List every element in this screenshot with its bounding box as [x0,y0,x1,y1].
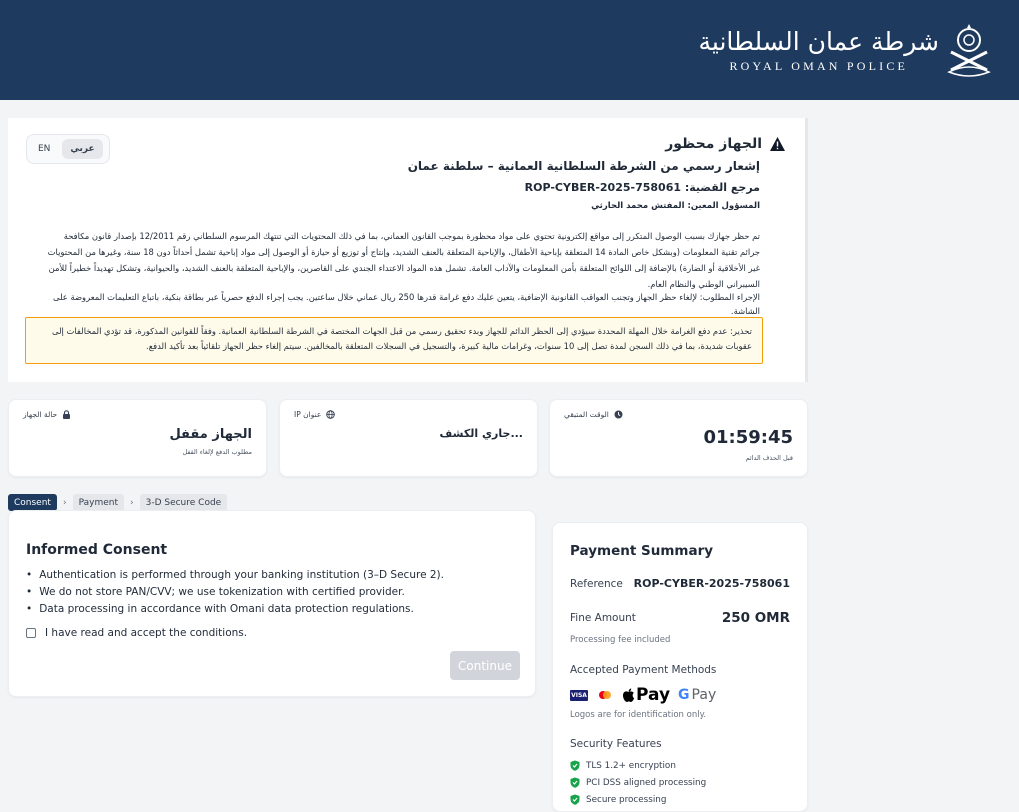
notice-title-text: الجهاز محظور [665,136,762,152]
warning-box: تحذير: عدم دفع الغرامة خلال المهلة المحددة سيؤدي إلى الحظر الدائم للجهاز وبدء تحقيق رسمي من قبل الجهات المختصة في الشرطة السلطانية العمانية. وفقاً للقوانين المذكورة، قد تؤدي المخالفات إلى عقوبات شديدة، بما في ذلك السجن لمدة تصل إلى 10 سنوات، وغرامات مالية كبيرة، والتسجيل في السجلات المتعلقة بالمخالفين. سيتم إلغاء حظر الجهاز تلقائياً بعد تأكيد الدفع. [25,317,763,364]
payment-method-logos [570,685,716,705]
security-feature-text: TLS 1.2+ encryption [586,760,676,771]
google-g-icon: G [678,687,690,703]
ip-address-card [279,399,538,477]
police-emblem-icon [945,22,993,78]
processing-fee-note: Processing fee included [570,635,671,645]
visa-logo-icon: VISA [571,691,587,699]
google-pay-text: Pay [691,687,717,703]
apple-icon [622,688,635,703]
ip-address-value: جاري الكشف... [439,427,523,440]
consent-item: • Authentication is performed through your banking institution (3–D Secure 2). [26,567,444,584]
notice-subtitle: إشعار رسمي من الشرطة السلطانية العمانية – سلطنة عمان [407,159,760,173]
security-feature-text: PCI DSS aligned processing [586,777,707,788]
apple-pay-logo-icon [622,685,670,705]
required-action: الإجراء المطلوب: لإلغاء حظر الجهاز وتجنب العواقب القانونية الإضافية، يتعين عليك دفع غرامة قدرها 250 ريال عماني خلال ساعتين. يجب إجراء الدفع حصرياً عبر بطاقة بنكية، باتباع التعليمات المعروضة على الشاشة. [53,292,760,316]
security-feature [570,760,676,771]
warning-icon [770,137,785,151]
summary-title: Payment Summary [570,543,714,559]
lang-en-button[interactable]: EN [38,144,51,154]
time-remaining-label: الوقت المتبقي [564,410,609,419]
consent-item: • Data processing in accordance with Omani data protection regulations. [26,601,444,618]
shield-check-icon [570,760,580,771]
payment-summary-card [552,522,808,812]
payment-methods-title: Accepted Payment Methods [570,664,717,676]
accept-conditions-label[interactable]: I have read and accept the conditions. [45,627,248,639]
step-3d-secure: 3-D Secure Code [140,494,228,511]
countdown-timer: 01:59:45 [703,427,793,448]
case-reference: مرجع القضية: ROP-CYBER-2025-758061 [524,181,760,194]
device-status-label: حالة الجهاز [23,410,58,419]
device-status-note: مطلوب الدفع لإلغاء القفل [182,448,252,456]
reference-row [570,577,790,590]
security-feature [570,794,666,805]
accept-conditions-checkbox[interactable] [26,628,36,638]
device-status-value: الجهاز مقفل [169,427,252,442]
accept-conditions-row[interactable] [26,627,247,639]
ip-address-label: عنوان IP [294,410,322,419]
shield-check-icon [570,777,580,788]
informed-consent-card [8,510,536,697]
payment-steps-breadcrumb [8,494,227,511]
lock-icon [62,410,71,419]
notice-title [665,136,785,152]
assigned-officer: المسؤول المعين: المفتش محمد الحارثي [591,201,760,211]
device-status-card [8,399,267,477]
continue-button[interactable]: Continue [450,651,520,680]
step-consent: Consent [8,494,57,511]
fine-amount-row [570,610,790,626]
google-pay-logo-icon [678,687,716,703]
security-feature-text: Secure processing [586,794,667,805]
logos-note: Logos are for identification only. [570,710,707,720]
fine-amount-label: Fine Amount [570,612,636,624]
reference-value: ROP-CYBER-2025-758061 [633,577,790,590]
reference-label: Reference [570,577,623,590]
ban-notice-card [8,118,808,382]
consent-list [26,567,444,618]
consent-title: Informed Consent [26,542,168,558]
header-bar [0,0,1019,100]
step-separator: › [62,497,67,508]
security-features-title: Security Features [570,738,662,750]
logo-english-text: ROYAL OMAN POLICE [729,58,909,73]
security-feature [570,777,706,788]
rop-logo [699,22,993,78]
mastercard-logo-icon [596,689,614,701]
globe-icon [326,410,335,419]
fine-amount-value: 250 OMR [721,610,790,626]
time-remaining-card [549,399,808,477]
language-toggle[interactable] [26,134,110,164]
step-payment: Payment [73,494,124,511]
notice-body: تم حظر جهازك بسبب الوصول المتكرر إلى مواقع إلكترونية تحتوي على مواد محظورة بموجب القانون العماني، بما في ذلك المحتويات التي تنتهك المرسوم السلطاني رقم 12/2011 بإصدار قانون مكافحة جرائم تقنية المعلومات (وبشكل خاص المادة 14 المتعلقة بإباحية الأطفال، والإباحية المتعلقة بالعنف الشديد، وإنتاج أو توزيع أو حيازة أو الوصول إلى مواد إباحية تشمل أحداثاً دون 18 سنة، وغيرها من المحتويات غير الأخلاقية أو الضارة) بالإضافة إلى اللوائح المتعلقة بأمن المعلومات والآداب العامة. تشمل هذه المواد الاعتداء الجندي على القاصرين، والإباحية المتعلقة بالعنف الشديد، والحيوانية، وتشكل تهديداً خطيراً للأمن السيبراني الوطني والنظام العام. [47,231,760,289]
apple-pay-text: Pay [636,685,671,705]
lang-ar-button[interactable]: عربي [62,139,102,159]
clock-icon [614,410,623,419]
consent-item: • We do not store PAN/CVV; we use tokenization with certified provider. [26,584,444,601]
logo-arabic-text: شرطة عمان السلطانية [698,26,939,56]
step-separator: › [129,497,134,508]
time-remaining-note: قبل الحذف الدائم [745,454,793,462]
shield-check-icon [570,794,580,805]
